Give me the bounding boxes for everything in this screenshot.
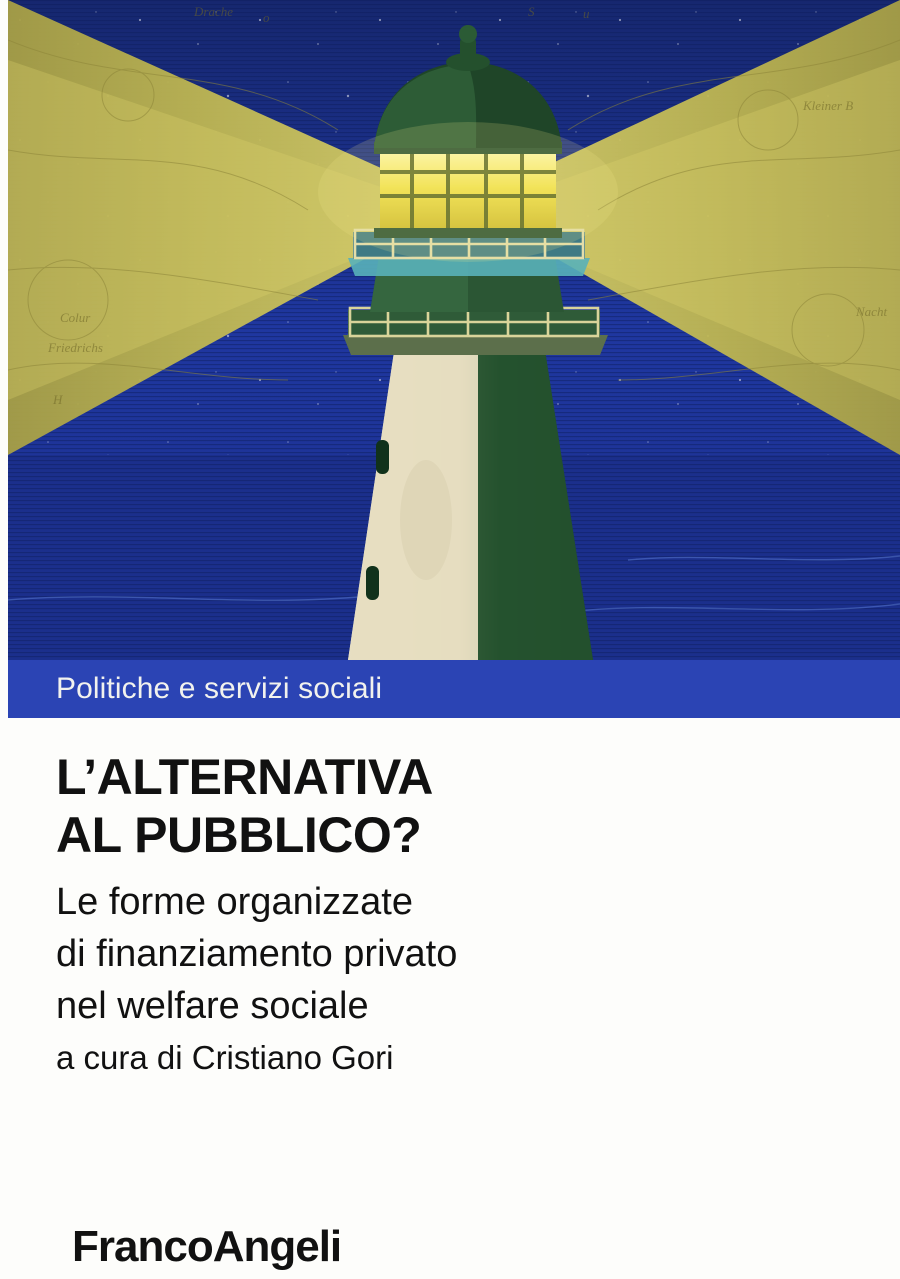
svg-text:o: o xyxy=(263,10,270,25)
svg-text:Colur: Colur xyxy=(60,310,91,325)
lighthouse-illustration xyxy=(8,0,900,660)
book-title xyxy=(56,748,756,864)
book-subtitle xyxy=(56,876,756,1032)
publisher-name-part-2: Angeli xyxy=(212,1222,342,1271)
book-subtitle-line-3: nel welfare sociale xyxy=(56,985,369,1027)
book-title-line-1: L’ALTERNATIVA xyxy=(56,749,433,805)
svg-text:H: H xyxy=(53,392,63,407)
cover-artwork xyxy=(8,0,900,660)
publisher-logo xyxy=(72,1222,341,1272)
svg-text:u: u xyxy=(583,6,590,21)
book-subtitle-line-1: Le forme organizzate xyxy=(56,881,413,923)
svg-text:Friedrichs: Friedrichs xyxy=(48,340,103,355)
book-title-line-2: AL PUBBLICO? xyxy=(56,807,422,863)
svg-text:S: S xyxy=(528,4,535,19)
svg-text:Kleiner B: Kleiner B xyxy=(803,98,854,113)
svg-text:Drache: Drache xyxy=(194,4,233,19)
publisher-name-part-1: Franco xyxy=(72,1222,213,1271)
book-editor: a cura di Cristiano Gori xyxy=(56,1039,394,1076)
series-title: Politiche e servizi sociali xyxy=(56,672,383,705)
svg-text:Nacht: Nacht xyxy=(856,304,888,319)
book-subtitle-line-2: di finanziamento privato xyxy=(56,933,458,975)
